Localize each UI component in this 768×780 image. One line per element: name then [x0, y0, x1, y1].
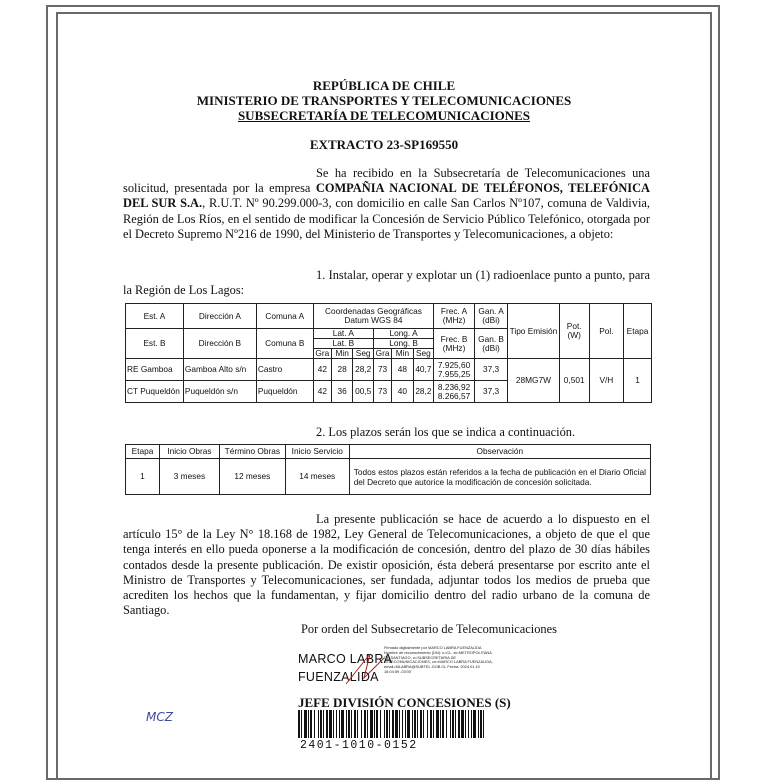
barcode-bar — [414, 710, 416, 738]
header-subsecretaria: SUBSECRETARÍA DE TELECOMUNICACIONES — [237, 108, 531, 123]
radiolink-table — [125, 303, 652, 403]
th-pol: Pol. — [589, 304, 623, 359]
barcode-bar — [351, 710, 352, 738]
th-observacion: Observación — [349, 445, 650, 459]
barcode-bar — [440, 710, 441, 738]
barcode-bar — [483, 710, 484, 738]
barcode-bar — [458, 710, 460, 738]
signer-title: JEFE DIVISIÓN CONCESIONES (S) — [298, 695, 511, 710]
barcode-bar — [436, 710, 439, 738]
barcode-bar — [354, 710, 356, 738]
th-gan-b: Gan. B (dBi) — [474, 329, 507, 359]
barcode-bar — [442, 710, 444, 738]
barcode-bar — [392, 710, 394, 738]
barcode-bar — [405, 710, 406, 738]
th-lat-seg: Seg — [353, 349, 374, 359]
barcode-bar — [450, 710, 451, 738]
cell-pol: V/H — [589, 359, 623, 403]
th-lat-min: Min — [331, 349, 352, 359]
barcode-bar — [318, 710, 319, 738]
item-1: 1. Instalar, operar y explotar un (1) radioenlace punto a punto, para la Región de Los Lagos: — [123, 268, 650, 298]
barcode-bar — [461, 710, 464, 738]
barcode-bar — [384, 710, 385, 738]
barcode-bar — [333, 710, 334, 738]
signature-scribble — [340, 648, 390, 688]
barcode-bar — [367, 710, 368, 738]
barcode-bar — [478, 710, 479, 738]
header-republic: REPÚBLICA DE CHILE — [312, 78, 456, 93]
barcode-bar — [452, 710, 454, 738]
item-2: 2. Los plazos serán los que se indica a continuación. — [316, 425, 576, 439]
intro-paragraph: Se ha recibido en la Subsecretaría de Telecomunicaciones una solicitud, presentada por la empresa COMPAÑIA NACIONAL DE TELÉFONOS, TELEFÓNICA DEL SUR S.A., R.U.T. Nº 90.299.000-3, con domicilio en calle San Carlos Nº107, comuna de Valdivia, Región de Los Ríos, en el sentido de modificar la Concesión de Servicio Público Telefónico, otorgada por el Decreto Supremo Nº216 de 1990, del Ministerio de Transportes y Telecomunicaciones, a objeto: — [123, 166, 650, 241]
barcode-bar — [301, 710, 302, 738]
barcode-bar — [374, 710, 375, 738]
barcode-bar — [329, 710, 332, 738]
barcode-bar — [386, 710, 388, 738]
timeline-table — [125, 444, 651, 495]
barcode-bar — [446, 710, 447, 738]
barcode-bar — [471, 710, 472, 738]
th-etapa: Etapa — [624, 304, 652, 359]
th-long-seg: Seg — [413, 349, 434, 359]
barcode-bar — [412, 710, 413, 738]
th-com-a: Comuna A — [256, 304, 313, 329]
barcode-bar — [346, 710, 347, 738]
barcode-bar — [320, 710, 322, 738]
th-lat-a: Lat. A — [313, 329, 373, 339]
th-gan-a: Gan. A (dBi) — [474, 304, 507, 329]
barcode-bar — [364, 710, 366, 738]
barcode-bar — [314, 710, 315, 738]
th-frec-a: Frec. A (MHz) — [434, 304, 475, 329]
table-row: RE Gamboa Gamboa Alto s/n Castro 42 28 28,2 73 48 40,7 7.925,60 7.955,25 37,3 28MG7W 0,501 V/H 1 — [126, 359, 652, 381]
th-inicio-obras: Inicio Obras — [159, 445, 219, 459]
signature-name: MARCO LABRA FUENZALIDA — [298, 652, 393, 684]
th-dir-a: Dirección A — [183, 304, 256, 329]
barcode-bar — [399, 710, 400, 738]
barcode-bar — [310, 710, 312, 738]
barcode-bar — [395, 710, 398, 738]
barcode-bar — [361, 710, 362, 738]
th-est-b: Est. B — [126, 329, 184, 359]
barcode-bar — [423, 710, 424, 738]
barcode-bar — [417, 710, 418, 738]
barcode-bar — [357, 710, 358, 738]
barcode-bar — [455, 710, 456, 738]
cell-tipo: 28MG7W — [508, 359, 559, 403]
barcode-bar — [468, 710, 469, 738]
th-etapa: Etapa — [126, 445, 160, 459]
th-com-b: Comuna B — [256, 329, 313, 359]
th-est-a: Est. A — [126, 304, 184, 329]
th-long-a: Long. A — [373, 329, 433, 339]
barcode-bar — [326, 710, 328, 738]
barcode-bar — [308, 710, 309, 738]
th-long-min: Min — [392, 349, 413, 359]
cell-etapa: 1 — [624, 359, 652, 403]
th-inicio-servicio: Inicio Servicio — [285, 445, 349, 459]
table-row: CT Puqueldón Puqueldón s/n Puqueldón 42 36 00,5 73 40 28,2 8.236,92 8.266,57 37,3 — [126, 381, 652, 403]
th-lat-b: Lat. B — [313, 339, 373, 349]
barcode-bar — [427, 710, 428, 738]
barcode-bar — [336, 710, 337, 738]
barcode-bar — [430, 710, 432, 738]
table-row: 1 3 meses 12 meses 14 meses Todos estos plazos están referidos a la fecha de publicación en el Diario Oficial del Decreto que autorice la modificación de concesión solicitada. — [126, 459, 651, 495]
barcode-number: 2401-1010-0152 — [300, 739, 418, 752]
barcode-bar — [341, 710, 344, 738]
th-dir-b: Dirección B — [183, 329, 256, 359]
barcode-bar — [376, 710, 378, 738]
order-line: Por orden del Subsecretario de Telecomunicaciones — [301, 622, 557, 636]
barcode-bar — [380, 710, 381, 738]
th-lat-gra: Gra — [313, 349, 331, 359]
barcode-bar — [433, 710, 434, 738]
th-long-gra: Gra — [373, 349, 391, 359]
cell-pot: 0,501 — [559, 359, 589, 403]
th-tipo: Tipo Emisión — [508, 304, 559, 359]
barcode-bar — [348, 710, 350, 738]
th-frec-b: Frec. B (MHz) — [434, 329, 475, 359]
barcode-bar — [420, 710, 422, 738]
barcode-bar — [304, 710, 307, 738]
header-ministry: MINISTERIO DE TRANSPORTES Y TELECOMUNICACIONES — [196, 93, 572, 108]
th-pot: Pot. (W) — [559, 304, 589, 359]
closing-paragraph: La presente publicación se hace de acuerdo a lo dispuesto en el artículo 15° de la Ley N° 18.168 de 1982, Ley General de Telecomunicaciones, a objeto de que el que tenga interés en ello pueda oponerse a la modificación de concesión, dentro del plazo de 30 días hábiles contados desde la presente publicación. De existir oposición, ésta deberá presentarse por escrito ante el Ministro de Transportes y Telecomunicaciones, ser fundada, adjuntar todos los medios de prueba que acrediten los hechos que la fundamentan, y fijar domicilio dentro del radio urbano de la comuna de Santiago. — [123, 512, 650, 618]
barcode-bar — [370, 710, 373, 738]
barcode-bar — [323, 710, 324, 738]
extract-title: EXTRACTO 23-SP169550 — [309, 137, 459, 152]
barcode-bar — [339, 710, 340, 738]
th-coordinates: Coordenadas Geográficas Datum WGS 84 — [313, 304, 433, 329]
barcode-bar — [407, 710, 410, 738]
initials-stamp: MCZ — [146, 710, 173, 724]
company-name: COMPAÑIA NACIONAL DE TELÉFONOS, TELEFÓNICA DEL SUR S.A. — [123, 181, 650, 211]
digital-signature-details: Firmado digitalmente por MARCO LABRA FUENZALIDA Nombre de reconocimiento (DN): c=CL, st=METROPOLITANA DE SANTIAGO, o=SUBSECRETARIA DE TELECOMUNICACIONES, cn=MARCO LABRA FUENZALIDA, email=MLABRA@SUBTEL.GOB.CL Fecha: 2024.01.10 16:04:59 -03'00' — [384, 645, 493, 674]
th-long-b: Long. B — [373, 339, 433, 349]
barcode-bar — [473, 710, 476, 738]
barcode — [298, 710, 487, 738]
barcode-bar — [480, 710, 482, 738]
barcode-bar — [465, 710, 466, 738]
barcode-bar — [402, 710, 403, 738]
barcode-bar — [389, 710, 390, 738]
barcode-bar — [298, 710, 300, 738]
th-termino-obras: Término Obras — [219, 445, 285, 459]
